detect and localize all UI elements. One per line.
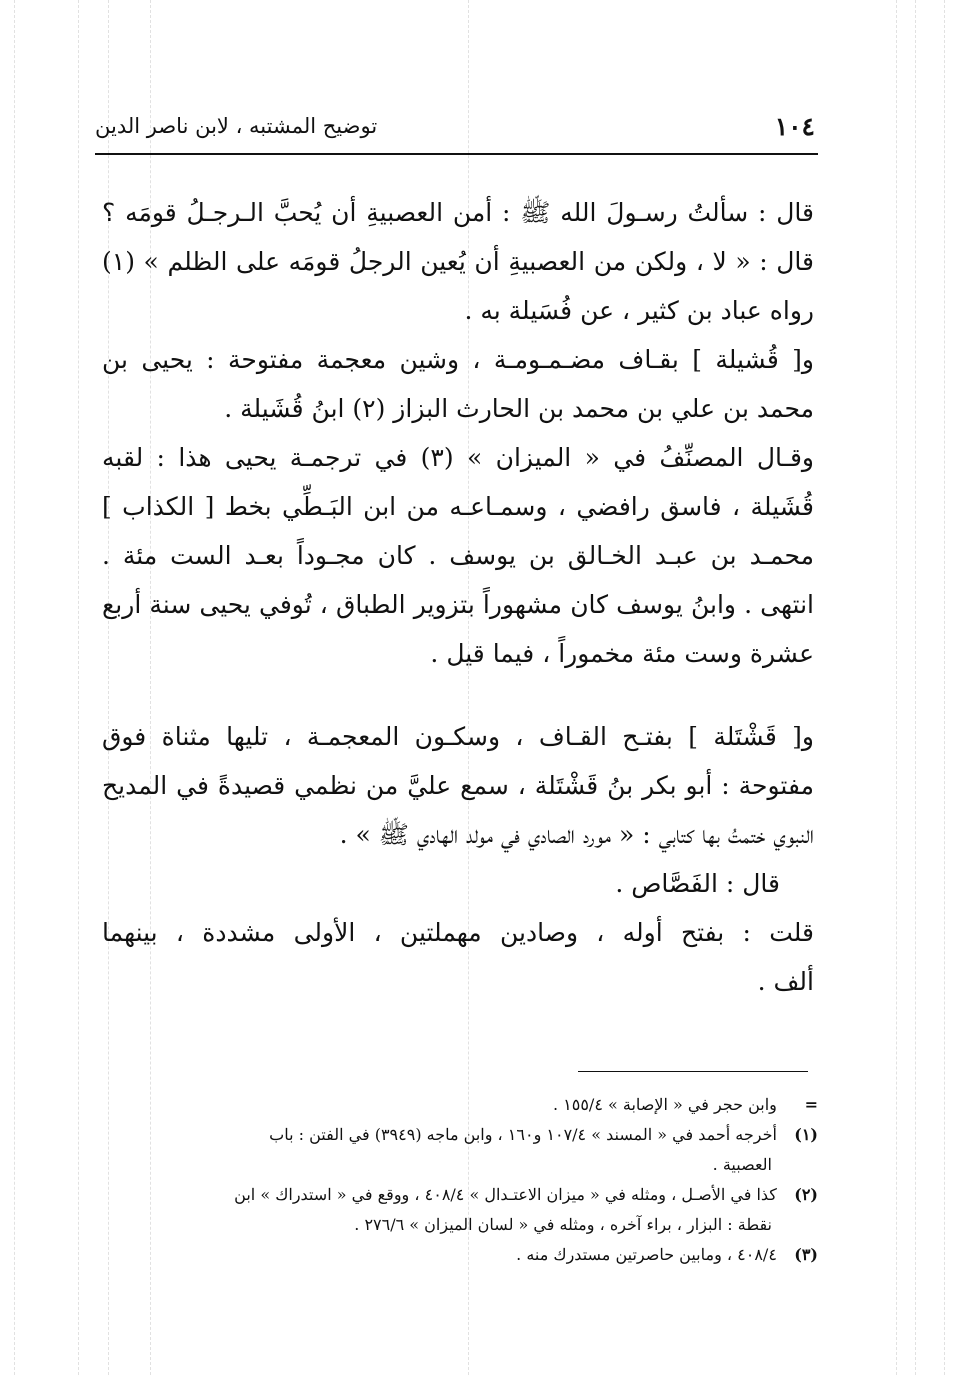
text-line: عشرة وست مئة مخموراً ، فيما قيل . — [430, 639, 814, 668]
scan-artifact-line — [78, 0, 79, 1375]
text-line: قُشَيلة ، فاسق رافضي ، وسمـاعـه من ابن البَـطِّي بخط [ الكذاب ] — [102, 492, 814, 521]
footnote-line — [100, 1240, 818, 1270]
scan-artifact-line — [915, 0, 916, 1375]
page-number: ١٠٤ — [774, 112, 815, 141]
footnote-marker: (١) — [794, 1125, 818, 1144]
text-line: قال : الفَصَّاص . — [615, 869, 780, 898]
text-line: محمـد بن عبـد الخـالق بن يوسف . كان مجـوداً بعـد الست مئة . — [102, 541, 814, 570]
text-line: محمد بن علي بن محمد بن الحارث البزاز (٢) ابنُ قُشَيلة . — [224, 394, 814, 423]
text-line: النبوي ختمتُ بها كتابي : « مورد الصادي في مولد الهادي ﷺ » . — [339, 820, 814, 849]
scan-artifact-line — [944, 0, 945, 1375]
text-line: و[ قُشيلة ] بقـاف مضـمـومـة ، وشين معجمة مفتوحة : يحيى بن — [102, 345, 814, 374]
text-line: ألف . — [757, 967, 814, 996]
footnote-line — [100, 1090, 818, 1120]
footnotes — [100, 1090, 818, 1270]
running-title: توضيح المشتبه ، لابن ناصر الدين — [95, 114, 378, 138]
footnote-line — [100, 1180, 818, 1210]
text-line: مفتوحة : أبو بكر بنُ قَشْتَلة ، سمع عليَّ من نظمي قصيدةً في المديح — [102, 771, 814, 800]
text-line: انتهى . وابنُ يوسف كان مشهوراً بتزوير الطباق ، تُوفي يحيى سنة أربع — [102, 590, 814, 619]
text-line: رواه عباد بن كثير ، عن فُسَيلة به . — [464, 296, 814, 325]
paragraph-gap — [102, 678, 814, 712]
text-line: و[ قَشْتَلة ] بفتـح القـاف ، وسكـون المعجمـة ، تليها مثناة فوق — [102, 722, 814, 751]
footnote-divider — [578, 1071, 808, 1072]
main-text — [102, 188, 814, 1006]
footnote-text: العصبية . — [712, 1155, 772, 1174]
footnote-text: أخرجه أحمد في « المسند » ١٠٧/٤ و١٦٠ ، وابن ماجه (٣٩٤٩) في الفتن : باب — [269, 1125, 777, 1144]
scan-artifact-line — [14, 0, 15, 1375]
footnote-line — [100, 1120, 818, 1150]
footnote-marker: (٣) — [794, 1245, 818, 1264]
text-line: قال : « لا ، ولكن من العصبيةِ أن يُعين الرجلُ قومَه على الظلم » (١) — [102, 247, 814, 276]
footnote-text: نقطة : البزار ، براء آخره ، ومثله في « لسان الميزان » ٢٧٦/٦ . — [354, 1215, 772, 1234]
footnote-marker: = — [804, 1095, 818, 1114]
footnote-text: ٤٠٨/٤ ، ومابين حاصرتين مستدرك منه . — [516, 1245, 777, 1264]
scan-artifact-line — [896, 0, 897, 1375]
text-line: وقـال المصنِّفُ في « الميزان » (٣) في ترجمـة يحيى هذا : لقبه — [102, 443, 814, 472]
footnote-text: وابن حجر في « الإصابة » ١٥٥/٤ . — [552, 1095, 777, 1114]
text-line: قال : سألتُ رسـولَ الله ﷺ : أمن العصبيةِ أن يُحبَّ الـرجـلُ قومَه ؟ — [102, 198, 814, 227]
footnote-line — [100, 1150, 818, 1180]
text-line: قلت : بفتح أوله ، وصادين مهملتين ، الأولى مشددة ، بينهما — [102, 918, 814, 947]
footnote-marker: (٢) — [794, 1185, 818, 1204]
page-header — [95, 112, 815, 152]
header-divider — [95, 153, 818, 155]
footnote-text: كذا في الأصـل ، ومثله في « ميزان الاعتـدال » ٤٠٨/٤ ، ووقع في « استدراك » ابن — [234, 1185, 777, 1204]
footnote-line — [100, 1210, 818, 1240]
